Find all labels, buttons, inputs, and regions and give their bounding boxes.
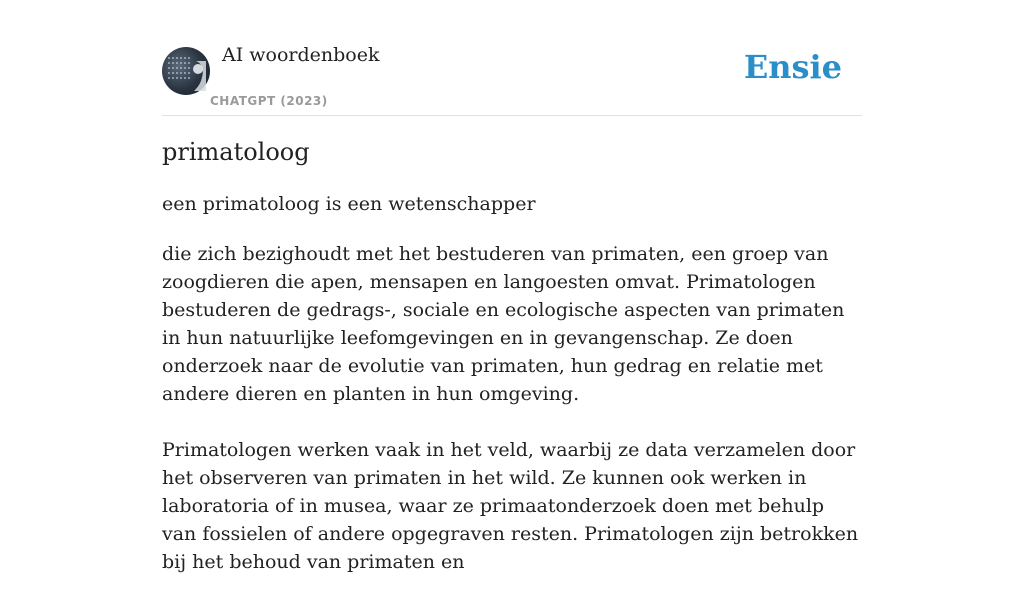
entry-term: primatoloog [162,138,310,166]
brand-logo[interactable]: Ensie [743,48,842,86]
avatar[interactable] [162,47,210,95]
entry-body [162,240,862,604]
entry-page [162,0,862,573]
entry-header [162,0,862,116]
author-name[interactable]: AI woordenboek [222,44,380,66]
entry-summary: een primatoloog is een wetenschapper [162,193,536,215]
body-paragraph: Primatologen werken vaak in het veld, waarbij ze data verzamelen door het observeren van primaten in het wild. Ze kunnen ook werken in laboratoria of in musea, waar ze primaatonderzoek doen met behulp van fossielen of andere opgegraven resten. Primatologen zijn betrokken bij het behoud van primaten en [162,439,859,573]
body-paragraph: die zich bezighoudt met het bestuderen van primaten, een groep van zoogdieren die apen, mensapen en langoesten omvat. Primatologen bestuderen de gedrags-, sociale en ecologische aspecten van primaten in hun natuurlijke leefomgevingen en in gevangenschap. Ze doen onderzoek naar de evolutie van primaten, hun gedrag en relatie met andere dieren en planten in hun omgeving. [162,243,845,405]
source-label: CHATGPT (2023) [210,94,328,108]
